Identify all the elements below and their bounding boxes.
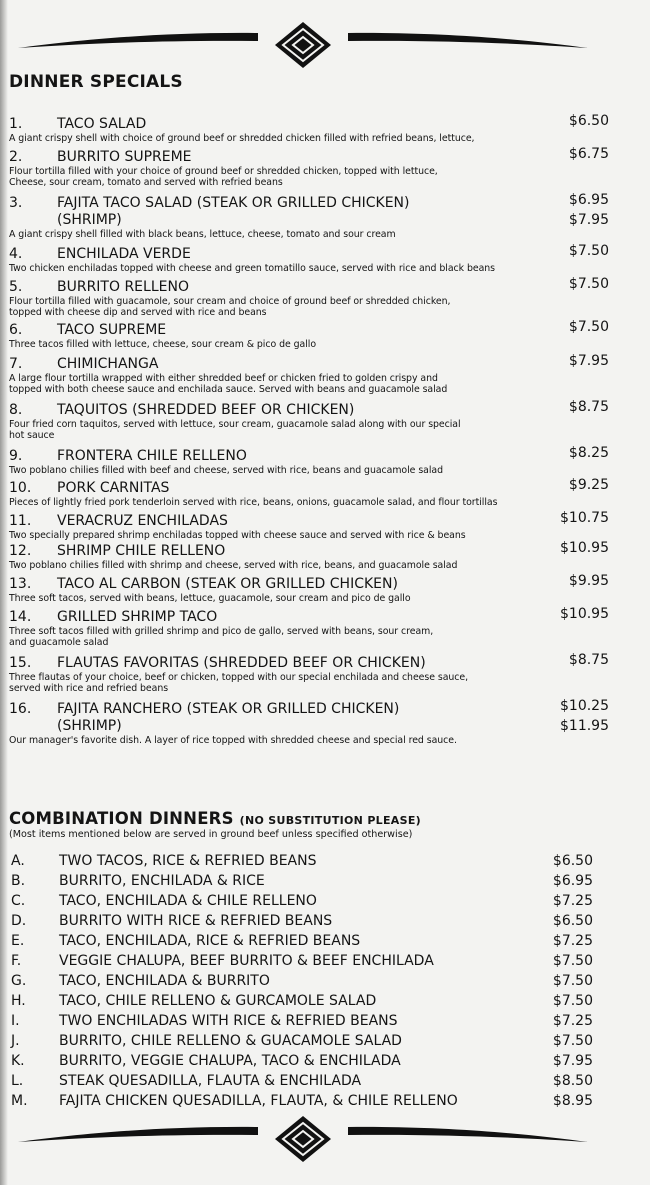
combo-price: $7.95	[552, 1053, 593, 1069]
combo-letter: E.	[11, 933, 25, 949]
combo-name: TWO TACOS, RICE & REFRIED BEANS	[59, 853, 317, 869]
item-number: 9.	[9, 448, 23, 464]
item-name-alt: (SHRIMP)	[57, 718, 122, 734]
combination-item	[11, 1053, 611, 1073]
item-name: TACO AL CARBON (STEAK OR GRILLED CHICKEN)	[57, 576, 398, 592]
dinner-special-header	[9, 477, 625, 497]
combo-letter: C.	[11, 893, 26, 909]
combo-name: BURRITO, VEGGIE CHALUPA, TACO & ENCHILADA	[59, 1053, 401, 1069]
dinner-special-header	[9, 192, 625, 229]
combo-price: $7.50	[552, 973, 593, 989]
dinner-special-header	[9, 510, 625, 530]
item-name-alt: (SHRIMP)	[57, 212, 122, 228]
item-description: A giant crispy shell filled with black beans, lettuce, cheese, tomato and sour cream	[9, 229, 396, 240]
combo-name: STEAK QUESADILLA, FLAUTA & ENCHILADA	[59, 1073, 362, 1089]
item-description: Three tacos filled with lettuce, cheese, sour cream & pico de gallo	[9, 339, 317, 350]
dinner-special-item	[9, 606, 625, 648]
dinner-special-header	[9, 652, 625, 672]
dinner-special-item	[9, 353, 625, 395]
item-price-alt: $7.95	[568, 212, 609, 228]
dinner-special-item	[9, 698, 625, 746]
dinner-special-item	[9, 113, 625, 144]
combination-item	[11, 913, 611, 933]
item-price: $7.50	[568, 319, 609, 335]
combination-item	[11, 1033, 611, 1053]
item-description: Three soft tacos, served with beans, lettuce, guacamole, sour cream and pico de gallo	[9, 593, 411, 604]
item-description: Flour tortilla filled with guacamole, sour cream and choice of ground beef or shredded chicken,	[9, 296, 451, 307]
combo-name: TACO, CHILE RELLENO & GURCAMOLE SALAD	[59, 993, 377, 1009]
combination-item	[11, 1013, 611, 1033]
dinner-special-item	[9, 540, 625, 571]
dinner-special-header	[9, 353, 625, 373]
item-description: and guacamole salad	[9, 637, 109, 648]
item-description: Two specially prepared shrimp enchiladas topped with cheese sauce and served with rice & beans	[9, 530, 466, 541]
item-description: Two chicken enchiladas topped with cheese and green tomatillo sauce, served with rice and black beans	[9, 263, 495, 274]
dinner-special-header	[9, 573, 625, 593]
dinner-special-item	[9, 573, 625, 604]
combo-letter: J.	[11, 1033, 20, 1049]
combo-price: $7.25	[552, 933, 593, 949]
item-price: $10.75	[560, 510, 609, 526]
dinner-special-header	[9, 445, 625, 465]
combo-price: $6.50	[552, 853, 593, 869]
combination-item	[11, 973, 611, 993]
combination-item	[11, 873, 611, 893]
page-edge-shadow	[0, 0, 8, 1185]
combo-letter: A.	[11, 853, 25, 869]
combination-item	[11, 953, 611, 973]
item-price: $6.95	[568, 192, 609, 208]
item-price: $6.75	[568, 146, 609, 162]
combo-name: BURRITO WITH RICE & REFRIED BEANS	[59, 913, 333, 929]
item-description: A giant crispy shell with choice of ground beef or shredded chicken filled with refried beans, lettuce,	[9, 133, 475, 144]
item-name: FAJITA RANCHERO (STEAK OR GRILLED CHICKEN)	[57, 701, 400, 717]
combination-item	[11, 893, 611, 913]
item-name: FLAUTAS FAVORITAS (SHREDDED BEEF OR CHICKEN)	[57, 655, 426, 671]
combo-letter: H.	[11, 993, 26, 1009]
item-number: 13.	[9, 576, 32, 592]
combo-letter: D.	[11, 913, 27, 929]
item-description: Three soft tacos filled with grilled shrimp and pico de gallo, served with beans, sour cream,	[9, 626, 434, 637]
dinner-special-item	[9, 192, 625, 240]
dinner-special-item	[9, 319, 625, 350]
dinner-special-header	[9, 319, 625, 339]
aztec-divider-top-icon	[18, 20, 588, 70]
combo-name: VEGGIE CHALUPA, BEEF BURRITO & BEEF ENCHILADA	[59, 953, 434, 969]
item-description: Cheese, sour cream, tomato and served with refried beans	[9, 177, 283, 188]
item-name: FAJITA TACO SALAD (STEAK OR GRILLED CHICKEN)	[57, 195, 410, 211]
combination-item	[11, 993, 611, 1013]
item-name: PORK CARNITAS	[57, 480, 170, 496]
combo-letter: M.	[11, 1093, 28, 1109]
item-number: 14.	[9, 609, 32, 625]
item-name: SHRIMP CHILE RELLENO	[57, 543, 226, 559]
aztec-divider-bottom-icon	[18, 1112, 588, 1162]
item-name: CHIMICHANGA	[57, 356, 159, 372]
item-price: $7.95	[568, 353, 609, 369]
combo-price: $7.25	[552, 893, 593, 909]
combo-letter: I.	[11, 1013, 20, 1029]
combination-item	[11, 933, 611, 953]
item-description: A large flour tortilla wrapped with either shredded beef or chicken fried to golden crispy and	[9, 373, 438, 384]
item-name: TACO SALAD	[57, 116, 147, 132]
item-number: 5.	[9, 279, 23, 295]
item-description: Pieces of lightly fried pork tenderloin served with rice, beans, onions, guacamole salad, and flour tortillas	[9, 497, 498, 508]
combo-price: $7.50	[552, 1033, 593, 1049]
item-name: GRILLED SHRIMP TACO	[57, 609, 218, 625]
dinner-special-item	[9, 399, 625, 441]
item-name: VERACRUZ ENCHILADAS	[57, 513, 228, 529]
combo-name: BURRITO, CHILE RELLENO & GUACAMOLE SALAD	[59, 1033, 402, 1049]
item-number: 11.	[9, 513, 32, 529]
item-name: BURRITO SUPREME	[57, 149, 192, 165]
item-number: 8.	[9, 402, 23, 418]
dinner-special-item	[9, 477, 625, 508]
item-price: $8.25	[568, 445, 609, 461]
dinner-special-header	[9, 399, 625, 419]
combo-name: TACO, ENCHILADA & CHILE RELLENO	[59, 893, 317, 909]
item-description: Three flautas of your choice, beef or chicken, topped with our special enchilada and cheese sauce,	[9, 672, 469, 683]
no-substitution-note: (NO SUBSTITUTION PLEASE)	[239, 814, 421, 827]
combo-price: $8.95	[552, 1093, 593, 1109]
item-price: $10.95	[560, 540, 609, 556]
item-description: Two poblano chilies filled with beef and cheese, served with rice, beans and guacamole salad	[9, 465, 443, 476]
combo-name: TACO, ENCHILADA & BURRITO	[59, 973, 270, 989]
item-number: 15.	[9, 655, 32, 671]
item-description: Our manager's favorite dish. A layer of rice topped with shredded cheese and special red sauce.	[9, 735, 457, 746]
item-number: 7.	[9, 356, 23, 372]
item-name: FRONTERA CHILE RELLENO	[57, 448, 247, 464]
dinner-special-item	[9, 243, 625, 274]
combo-price: $6.95	[552, 873, 593, 889]
dinner-specials-heading: DINNER SPECIALS	[9, 72, 183, 92]
dinner-special-header	[9, 113, 625, 133]
item-price: $7.50	[568, 243, 609, 259]
item-name: BURRITO RELLENO	[57, 279, 189, 295]
item-price: $7.50	[568, 276, 609, 292]
dinner-special-header	[9, 243, 625, 263]
item-name: TACO SUPREME	[57, 322, 167, 338]
combo-name: TACO, ENCHILADA, RICE & REFRIED BEANS	[59, 933, 361, 949]
dinner-special-item	[9, 146, 625, 188]
combination-dinners-heading	[9, 809, 421, 828]
item-price: $9.95	[568, 573, 609, 589]
combo-price: $6.50	[552, 913, 593, 929]
dinner-special-header	[9, 276, 625, 296]
combination-item	[11, 1093, 611, 1113]
item-price: $10.95	[560, 606, 609, 622]
combo-letter: K.	[11, 1053, 25, 1069]
combo-letter: G.	[11, 973, 27, 989]
item-description: topped with both cheese sauce and enchilada sauce. Served with beans and guacamole salad	[9, 384, 448, 395]
item-price-alt: $11.95	[560, 718, 609, 734]
item-description: Four fried corn taquitos, served with lettuce, sour cream, guacamole salad along with our special	[9, 419, 461, 430]
combination-item	[11, 853, 611, 873]
combo-name: FAJITA CHICKEN QUESADILLA, FLAUTA, & CHILE RELLENO	[59, 1093, 458, 1109]
dinner-special-header	[9, 606, 625, 626]
item-number: 10.	[9, 480, 32, 496]
combo-letter: F.	[11, 953, 22, 969]
combination-item	[11, 1073, 611, 1093]
combo-letter: L.	[11, 1073, 24, 1089]
item-number: 12.	[9, 543, 32, 559]
dinner-special-item	[9, 652, 625, 694]
dinner-special-header	[9, 146, 625, 166]
item-description: topped with cheese dip and served with rice and beans	[9, 307, 267, 318]
item-description: Flour tortilla filled with your choice of ground beef or shredded chicken, topped with lettuce,	[9, 166, 438, 177]
combo-price: $7.50	[552, 953, 593, 969]
combination-dinners-title: COMBINATION DINNERS	[9, 809, 234, 828]
item-number: 6.	[9, 322, 23, 338]
item-description: served with rice and refried beans	[9, 683, 169, 694]
item-price: $9.25	[568, 477, 609, 493]
item-number: 2.	[9, 149, 23, 165]
dinner-special-header	[9, 698, 625, 735]
item-price: $8.75	[568, 399, 609, 415]
item-number: 4.	[9, 246, 23, 262]
item-number: 3.	[9, 195, 23, 211]
item-price: $10.25	[560, 698, 609, 714]
dinner-special-header	[9, 540, 625, 560]
item-name: TAQUITOS (SHREDDED BEEF OR CHICKEN)	[57, 402, 355, 418]
item-number: 16.	[9, 701, 32, 717]
dinner-special-item	[9, 276, 625, 318]
item-number: 1.	[9, 116, 23, 132]
combo-price: $7.50	[552, 993, 593, 1009]
item-name: ENCHILADA VERDE	[57, 246, 191, 262]
combo-letter: B.	[11, 873, 26, 889]
item-description: Two poblano chilies filled with shrimp and cheese, served with rice, beans, and guacamole salad	[9, 560, 458, 571]
item-price: $6.50	[568, 113, 609, 129]
ground-beef-note: (Most items mentioned below are served in ground beef unless specified otherwise)	[9, 829, 413, 840]
item-price: $8.75	[568, 652, 609, 668]
combo-price: $7.25	[552, 1013, 593, 1029]
combo-name: TWO ENCHILADAS WITH RICE & REFRIED BEANS	[59, 1013, 398, 1029]
dinner-special-item	[9, 510, 625, 541]
item-description: hot sauce	[9, 430, 55, 441]
combo-price: $8.50	[552, 1073, 593, 1089]
combo-name: BURRITO, ENCHILADA & RICE	[59, 873, 265, 889]
dinner-special-item	[9, 445, 625, 476]
